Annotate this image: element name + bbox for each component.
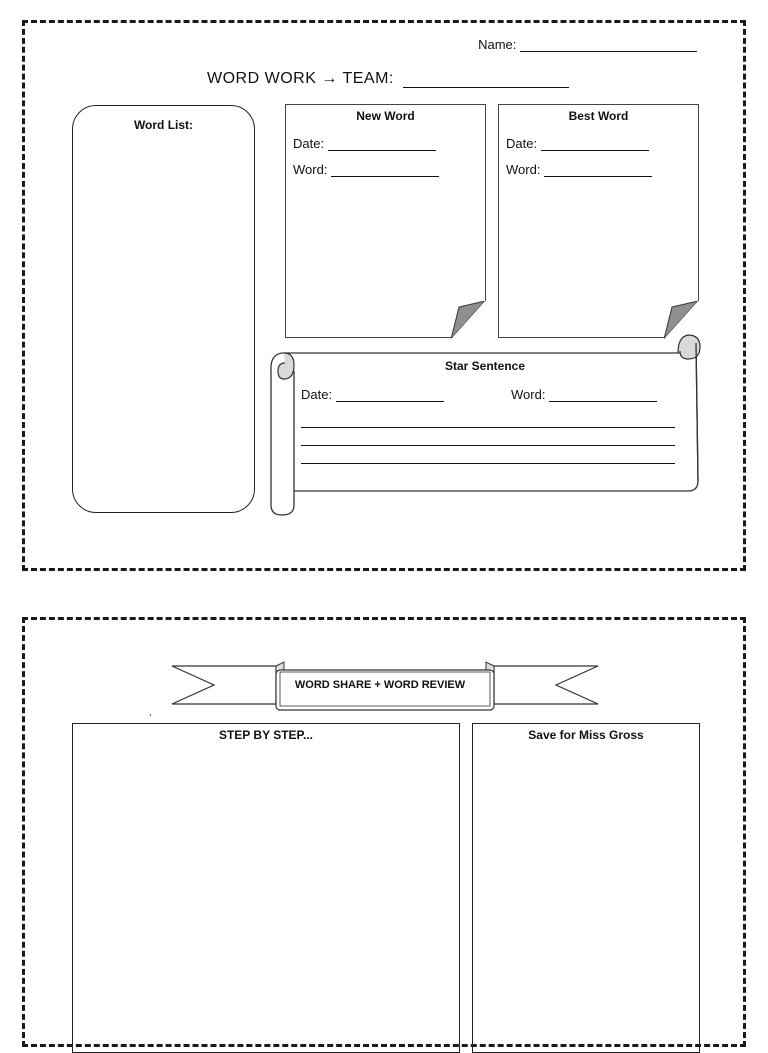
best-word-card: [498, 104, 699, 338]
stray-mark: ,: [149, 707, 152, 717]
new-word-word-blank[interactable]: [331, 176, 439, 177]
star-sentence-word-field[interactable]: [511, 387, 657, 402]
step-by-step-box[interactable]: [72, 723, 460, 1053]
worksheet-word-work: [22, 20, 746, 571]
new-word-date-label: Date:: [293, 136, 325, 151]
star-sentence-word-blank[interactable]: [549, 401, 657, 402]
star-sentence-date-label: Date:: [301, 387, 333, 402]
new-word-date-blank[interactable]: [328, 150, 436, 151]
new-word-date-field[interactable]: [293, 136, 436, 151]
name-blank[interactable]: [520, 51, 697, 52]
page-title: [207, 70, 569, 88]
banner-title: WORD SHARE + WORD REVIEW: [294, 679, 466, 691]
word-list-box[interactable]: [72, 105, 255, 513]
title-text: WORD WORK → TEAM:: [207, 70, 394, 87]
worksheet-word-share: [22, 617, 746, 1047]
save-for-teacher-box[interactable]: [472, 723, 700, 1053]
best-word-date-field[interactable]: [506, 136, 649, 151]
new-word-card: [285, 104, 486, 338]
sentence-line[interactable]: [301, 463, 675, 464]
star-sentence-date-blank[interactable]: [336, 401, 444, 402]
team-blank[interactable]: [403, 87, 569, 88]
name-label: Name:: [478, 37, 517, 52]
best-word-word-field[interactable]: [506, 162, 652, 177]
best-word-heading: Best Word: [568, 109, 629, 123]
best-word-date-label: Date:: [506, 136, 538, 151]
star-sentence-heading: Star Sentence: [444, 359, 526, 373]
sentence-line[interactable]: [301, 445, 675, 446]
best-word-date-blank[interactable]: [541, 150, 649, 151]
star-sentence-date-field[interactable]: [301, 387, 444, 402]
word-list-heading: Word List:: [133, 118, 194, 132]
best-word-word-label: Word:: [506, 162, 541, 177]
step-by-step-heading: STEP BY STEP...: [218, 728, 314, 742]
star-sentence-word-label: Word:: [511, 387, 546, 402]
name-field[interactable]: [478, 37, 697, 52]
best-word-word-blank[interactable]: [544, 176, 652, 177]
sentence-line[interactable]: [301, 427, 675, 428]
new-word-word-label: Word:: [293, 162, 328, 177]
new-word-heading: New Word: [356, 109, 415, 123]
new-word-word-field[interactable]: [293, 162, 439, 177]
save-heading: Save for Miss Gross: [528, 728, 644, 742]
